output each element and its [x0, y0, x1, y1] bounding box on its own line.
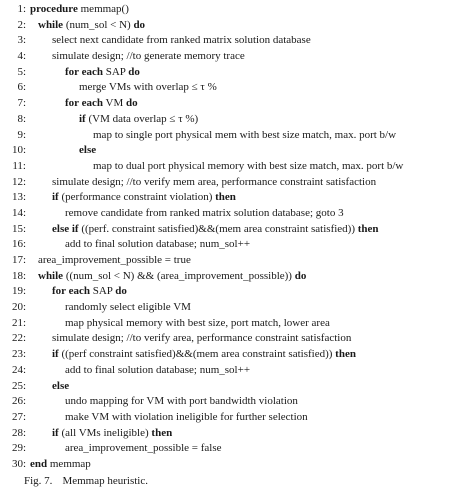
- code-text: (VM data overlap ≤ τ %): [85, 112, 199, 125]
- code-text: (performance constraint violation): [58, 191, 216, 204]
- line-code: [38, 253, 191, 269]
- algorithm-line: [0, 331, 450, 347]
- algorithm-line: [0, 33, 450, 49]
- line-number: 1:: [17, 3, 26, 15]
- code-text: map to single port physical mem with best size match, max. port b/w: [93, 128, 397, 141]
- algorithm-listing: [0, 2, 450, 473]
- algorithm-line: [0, 347, 450, 363]
- line-number: 10:: [11, 144, 26, 157]
- line-number: 17:: [11, 254, 26, 266]
- line-number: 6:: [17, 81, 26, 94]
- line-number: 26:: [11, 395, 26, 408]
- algorithm-line: [0, 457, 450, 473]
- code-text: SAP: [89, 285, 116, 298]
- keyword: while: [38, 18, 64, 31]
- algorithm-line: [0, 316, 450, 332]
- line-code: [79, 112, 198, 128]
- line-number: 20:: [11, 301, 26, 314]
- keyword: then: [151, 426, 173, 439]
- line-number: 4:: [17, 50, 26, 63]
- keyword: for each: [65, 97, 103, 110]
- line-number: 8:: [17, 112, 26, 125]
- code-text: remove candidate from ranked matrix solution database; goto 3: [65, 206, 344, 219]
- algorithm-line: [0, 206, 450, 222]
- line-code: [30, 2, 129, 18]
- line-number: 22:: [11, 332, 26, 345]
- line-code: [52, 33, 311, 49]
- algorithm-line: [0, 284, 450, 300]
- code-text: select next candidate from ranked matrix solution database: [52, 34, 311, 47]
- line-number: 2:: [17, 18, 26, 31]
- algorithm-line: [0, 363, 450, 379]
- algorithm-line: [0, 222, 450, 238]
- keyword: if: [52, 191, 59, 204]
- line-code: [52, 175, 376, 191]
- code-text: simulate design; //to verify area, performance constraint satisfaction: [52, 332, 352, 345]
- keyword: then: [215, 191, 236, 204]
- code-text: memmap(): [77, 3, 129, 15]
- keyword: if: [52, 348, 59, 361]
- line-code: [79, 143, 96, 159]
- keyword: else if: [52, 222, 79, 235]
- code-text: ((perf. constraint satisfied)&&(mem area constraint satisfied)): [78, 222, 358, 235]
- line-number: 24:: [11, 363, 26, 376]
- line-code: [65, 237, 250, 253]
- line-code: [38, 269, 306, 285]
- keyword: do: [115, 285, 127, 298]
- code-text: memmap: [47, 457, 91, 470]
- algorithm-line: [0, 159, 450, 175]
- line-code: [52, 284, 127, 300]
- line-number: 29:: [11, 442, 26, 455]
- algorithm-line: [0, 65, 450, 81]
- line-number: 7:: [17, 97, 26, 110]
- keyword: do: [128, 65, 140, 78]
- code-text: randomly select eligible VM: [65, 301, 191, 314]
- line-code: [65, 316, 330, 332]
- line-code: [65, 363, 250, 379]
- line-number: 15:: [11, 222, 26, 235]
- keyword: then: [357, 222, 379, 235]
- line-number: 16:: [11, 238, 26, 251]
- algorithm-line: [0, 190, 450, 206]
- line-number: 13:: [11, 191, 26, 204]
- line-code: [52, 331, 351, 347]
- line-number: 30:: [11, 457, 26, 470]
- algorithm-line: [0, 143, 450, 159]
- line-number: 23:: [11, 348, 26, 361]
- keyword: do: [133, 18, 146, 31]
- algorithm-line: [0, 441, 450, 457]
- keyword: then: [335, 348, 356, 361]
- line-code: [52, 379, 69, 395]
- line-number: 9:: [17, 128, 26, 141]
- code-text: VM: [102, 97, 127, 110]
- line-number: 27:: [11, 410, 26, 423]
- code-text: merge VMs with overlap ≤ τ %: [79, 81, 217, 94]
- line-number: 5:: [17, 65, 26, 78]
- keyword: while: [38, 269, 64, 282]
- line-code: [38, 18, 145, 34]
- line-code: [52, 347, 356, 363]
- algorithm-line: [0, 96, 450, 112]
- code-text: add to final solution database; num_sol++: [65, 238, 251, 251]
- keyword: end: [30, 457, 48, 470]
- line-code: [30, 457, 91, 473]
- figure-label: Fig. 7.: [24, 475, 53, 487]
- line-code: [65, 394, 298, 410]
- keyword: if: [52, 426, 59, 439]
- line-number: 28:: [11, 426, 26, 439]
- code-text: make VM with violation ineligible for further selection: [65, 410, 308, 423]
- line-number: 21:: [11, 316, 26, 329]
- line-number: 12:: [11, 175, 26, 188]
- line-number: 19:: [11, 285, 26, 298]
- code-text: map to dual port physical memory with best size match, max. port b/w: [93, 159, 404, 172]
- line-code: [65, 441, 222, 457]
- line-code: [93, 128, 396, 144]
- algorithm-line: [0, 112, 450, 128]
- line-code: [52, 222, 379, 238]
- keyword: do: [294, 269, 307, 282]
- figure-caption: [24, 475, 148, 487]
- algorithm-line: [0, 394, 450, 410]
- algorithm-line: [0, 175, 450, 191]
- keyword: for each: [65, 65, 103, 78]
- code-text: ((perf constraint satisfied)&&(mem area constraint satisfied)): [58, 348, 336, 361]
- line-code: [65, 300, 191, 316]
- algorithm-line: [0, 128, 450, 144]
- algorithm-line: [0, 80, 450, 96]
- line-code: [65, 96, 138, 112]
- line-code: [65, 410, 308, 426]
- line-code: [93, 159, 403, 175]
- algorithm-line: [0, 269, 450, 285]
- line-number: 3:: [17, 34, 26, 47]
- line-number: 11:: [12, 159, 26, 172]
- caption-text: Memmap heuristic.: [62, 475, 148, 487]
- line-number: 18:: [11, 269, 26, 282]
- line-code: [52, 426, 172, 442]
- algorithm-line: [0, 426, 450, 442]
- algorithm-line: [0, 49, 450, 65]
- code-text: (num_sol < N): [63, 18, 134, 31]
- algorithm-line: [0, 2, 450, 18]
- code-text: add to final solution database; num_sol++: [65, 363, 251, 376]
- keyword: do: [126, 97, 138, 110]
- algorithm-line: [0, 410, 450, 426]
- code-text: SAP: [102, 65, 129, 78]
- code-text: area_improvement_possible = false: [65, 442, 222, 455]
- line-code: [79, 80, 217, 96]
- algorithm-line: [0, 253, 450, 269]
- code-text: map physical memory with best size, port match, lower area: [65, 316, 330, 329]
- line-code: [65, 65, 140, 81]
- keyword: else: [79, 144, 97, 157]
- keyword: for each: [52, 285, 90, 298]
- line-code: [52, 49, 245, 65]
- algorithm-line: [0, 237, 450, 253]
- algorithm-line: [0, 379, 450, 395]
- code-text: area_improvement_possible = true: [38, 254, 191, 266]
- line-code: [52, 190, 236, 206]
- line-number: 14:: [11, 206, 26, 219]
- code-text: simulate design; //to verify mem area, performance constraint satisfaction: [52, 175, 377, 188]
- code-text: undo mapping for VM with port bandwidth violation: [65, 395, 298, 408]
- line-code: [65, 206, 344, 222]
- algorithm-line: [0, 18, 450, 34]
- keyword: else: [52, 379, 70, 392]
- code-text: (all VMs ineligible): [58, 426, 152, 439]
- algorithm-line: [0, 300, 450, 316]
- line-number: 25:: [11, 379, 26, 392]
- keyword: procedure: [30, 3, 78, 15]
- code-text: simulate design; //to generate memory trace: [52, 50, 245, 63]
- code-text: ((num_sol < N) && (area_improvement_possible)): [63, 269, 295, 282]
- keyword: if: [79, 112, 86, 125]
